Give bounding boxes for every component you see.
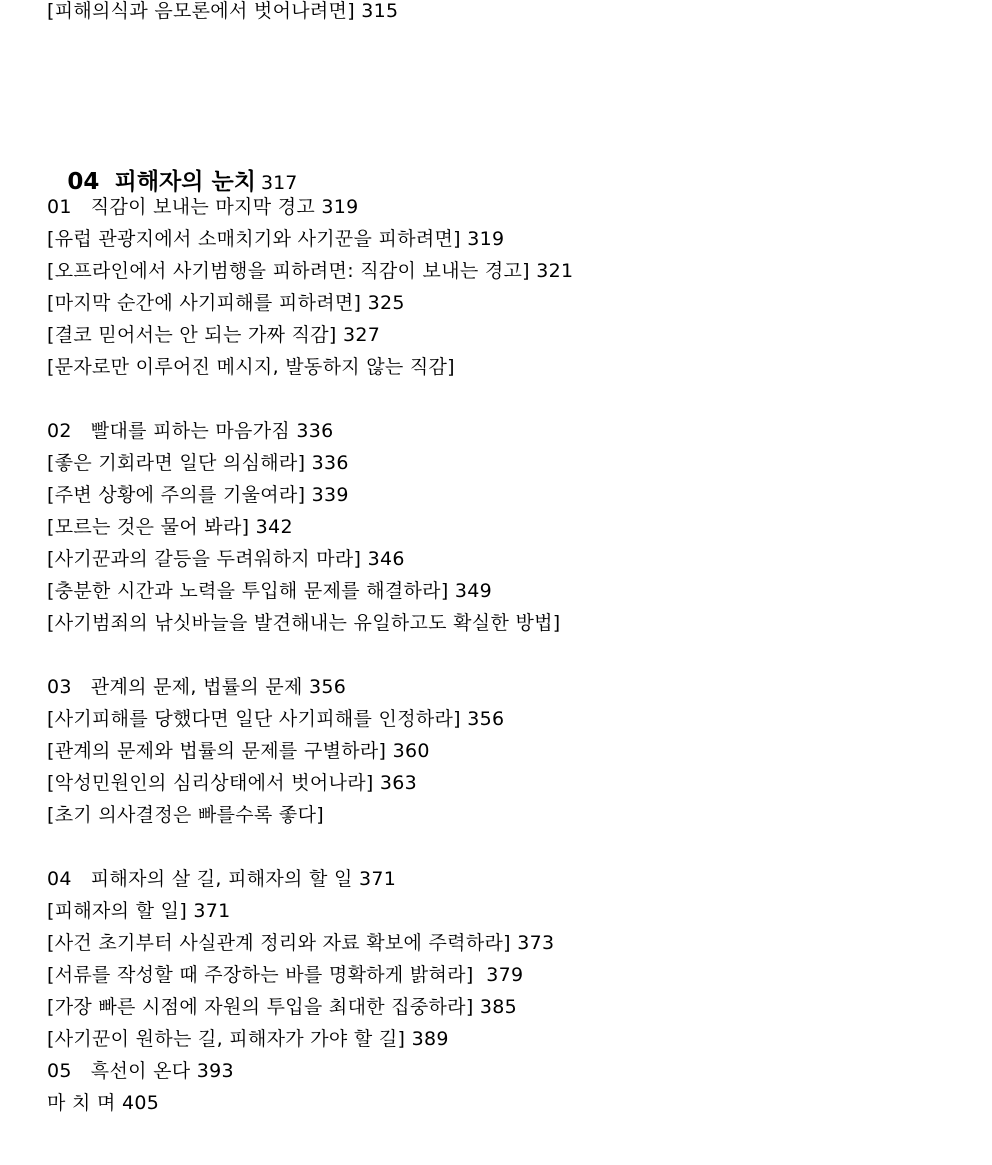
toc-entry: [서류를 작성할 때 주장하는 바를 명확하게 밝혀라] 379 [47,964,524,986]
section-spacer [47,831,573,863]
section-heading: 01 직감이 보내는 마지막 경고 319 [47,196,359,218]
toc-entry-top: [피해의식과 음모론에서 벗어나려면] 315 [47,0,399,22]
toc-entry: [충분한 시간과 노력을 투입해 문제를 해결하라] 349 [47,580,493,602]
toc-list [47,191,573,1119]
toc-entry: [피해자의 할 일] 371 [47,900,231,922]
section-heading: 04 피해자의 살 길, 피해자의 할 일 371 [47,868,397,890]
section-spacer [47,383,573,415]
chapter-title: 피해자의 눈치 [114,169,256,195]
toc-entry: [마지막 순간에 사기피해를 피하려면] 325 [47,292,405,314]
toc-entry: [유럽 관광지에서 소매치기와 사기꾼을 피하려면] 319 [47,228,505,250]
toc-entry: [사기피해를 당했다면 일단 사기피해를 인정하라] 356 [47,708,505,730]
toc-entry: [결코 믿어서는 안 되는 가짜 직감] 327 [47,324,381,346]
toc-entry: [사기꾼이 원하는 길, 피해자가 가야 할 길] 389 [47,1028,449,1050]
toc-entry: [사기범죄의 낚싯바늘을 발견해내는 유일하고도 확실한 방법] [47,612,561,634]
chapter-number: 04 [67,169,100,195]
chapter-heading [47,122,298,195]
toc-entry: [주변 상황에 주의를 기울여라] 339 [47,484,349,506]
section-heading: 05 흑선이 온다 393 [47,1060,234,1082]
chapter-page: 317 [261,172,298,194]
toc-entry: [사기꾼과의 갈등을 두려워하지 마라] 346 [47,548,405,570]
toc-entry: [모르는 것은 물어 봐라] 342 [47,516,293,538]
toc-entry: [악성민원인의 심리상태에서 벗어나라] 363 [47,772,418,794]
section-heading: 02 빨대를 피하는 마음가짐 336 [47,420,334,442]
toc-entry: [문자로만 이루어진 메시지, 발동하지 않는 직감] [47,356,455,378]
toc-entry: [오프라인에서 사기범행을 피하려면: 직감이 보내는 경고] 321 [47,260,574,282]
closing-entry: 마 치 며 405 [47,1092,160,1114]
toc-entry: [사건 초기부터 사실관계 정리와 자료 확보에 주력하라] 373 [47,932,555,954]
section-heading: 03 관계의 문제, 법률의 문제 356 [47,676,347,698]
toc-entry: [초기 의사결정은 빠를수록 좋다] [47,804,324,826]
toc-entry: [가장 빠른 시점에 자원의 투입을 최대한 집중하라] 385 [47,996,518,1018]
toc-entry: [좋은 기회라면 일단 의심해라] 336 [47,452,349,474]
toc-entry: [관계의 문제와 법률의 문제를 구별하라] 360 [47,740,430,762]
section-spacer [47,639,573,671]
